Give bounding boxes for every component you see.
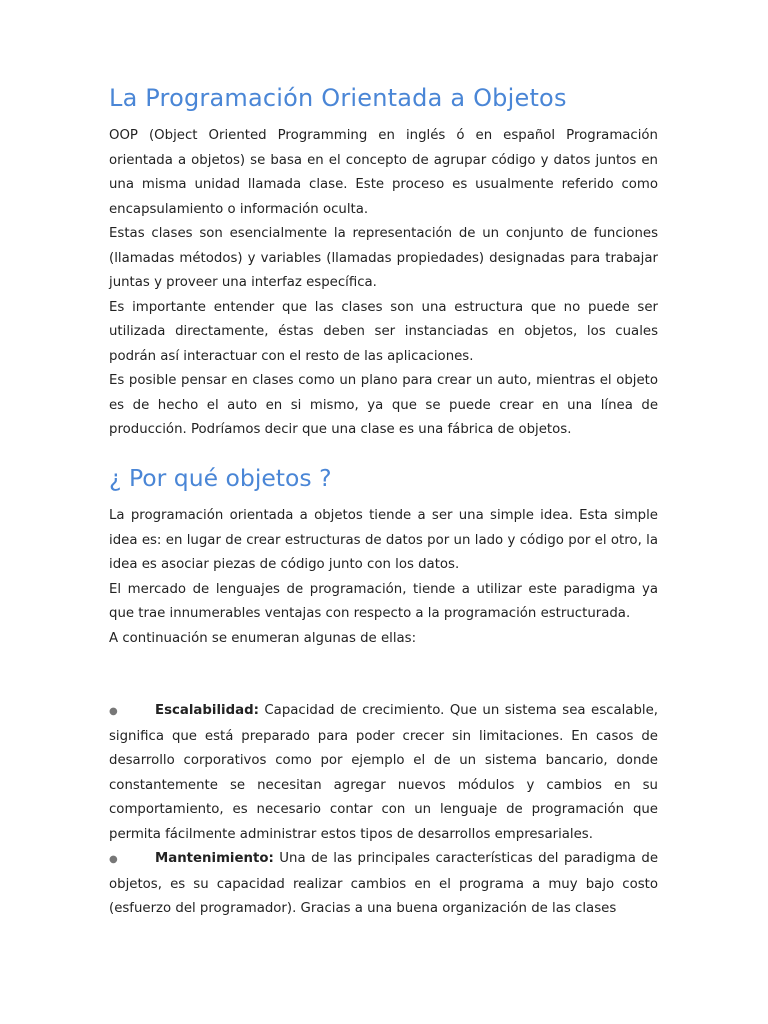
bullet-icon: ● (109, 706, 118, 717)
bullet-icon: ● (109, 854, 118, 865)
paragraph: Estas clases son esencialmente la representación de un conjunto de funciones (llamadas métodos) y variables (llamadas propiedades) designadas para trabajar juntas y proveer una interfaz específica. (109, 226, 658, 290)
section-title-why-objects: ¿ Por qué objetos ? (109, 464, 332, 492)
section-body-oop (109, 124, 658, 443)
bullet-text: Capacidad de crecimiento. Que un sistema sea escalable, significa que está preparado para poder crecer sin limitaciones. En casos de desarrollo corporativos como por ejemplo el de un sistema bancario, donde constantemente se necesitan agregar nuevos módulos y cambios en su comportamiento, es necesario contar con un lenguaje de programación que permita fácilmente administrar estos tipos de desarrollos empresariales. (109, 703, 658, 842)
section-title-oop: La Programación Orientada a Objetos (109, 84, 567, 112)
paragraph: A continuación se enumeran algunas de ellas: (109, 630, 417, 646)
paragraph: Es importante entender que las clases son una estructura que no puede ser utilizada directamente, éstas deben ser instanciadas en objetos, los cuales podrán así interactuar con el resto de las aplicaciones. (109, 299, 658, 364)
list-item-mantenimiento (109, 847, 658, 922)
paragraph: Es posible pensar en clases como un plano para crear un auto, mientras el objeto es de hecho el auto en si mismo, ya que se puede crear en una línea de producción. Podríamos decir que una clase es una fábrica de objetos. (109, 373, 658, 437)
advantages-list (109, 699, 658, 922)
bullet-term: Mantenimiento: (155, 851, 274, 866)
list-item-escalabilidad (109, 699, 658, 847)
paragraph: OOP (Object Oriented Programming en inglés ó en español Programación orientada a objetos) se basa en el concepto de agrupar código y datos juntos en una misma unidad llamada clase. Este proceso es usualmente referido como encapsulamiento o información oculta. (109, 128, 658, 217)
paragraph: La programación orientada a objetos tiende a ser una simple idea. Esta simple idea es: en lugar de crear estructuras de datos por un lado y código por el otro, la idea es asociar piezas de código junto con los datos. (109, 508, 658, 572)
section-body-why-objects (109, 504, 658, 651)
bullet-term: Escalabilidad: (155, 703, 259, 718)
paragraph: El mercado de lenguajes de programación, tiende a utilizar este paradigma ya que trae innumerables ventajas con respecto a la programación estructurada. (109, 581, 658, 621)
bullet-text: Una de las principales características del paradigma de objetos, es su capacidad realizar cambios en el programa a muy bajo costo (esfuerzo del programador). Gracias a una buena organización de las clases (109, 851, 658, 916)
